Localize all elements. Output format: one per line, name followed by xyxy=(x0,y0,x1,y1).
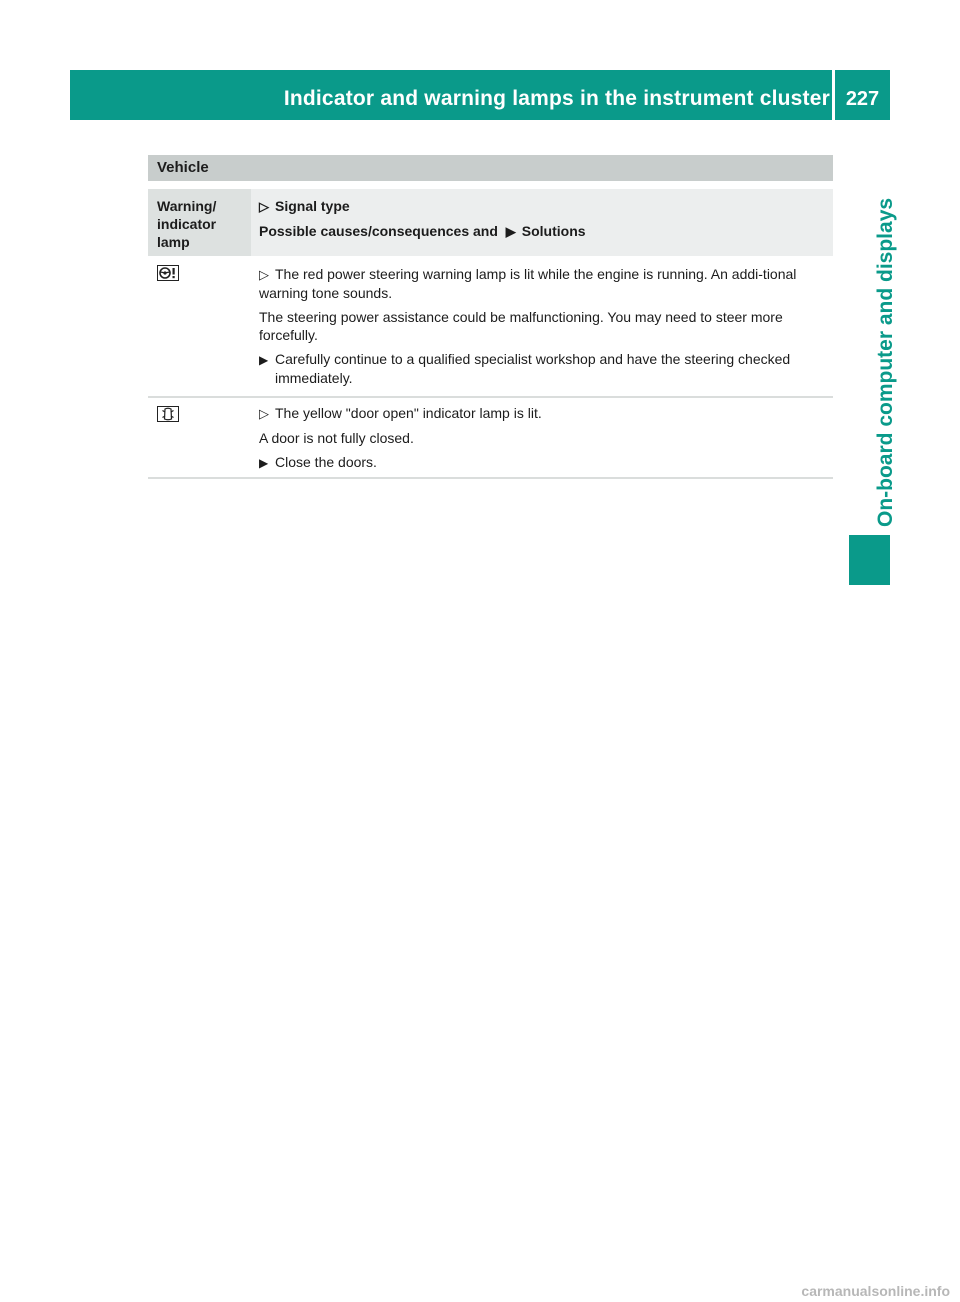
signal-type-icon: ▷ xyxy=(259,406,269,421)
signal-type-icon: ▷ xyxy=(259,199,269,214)
action-text: Carefully continue to a qualified specialist workshop and have the steering checked immediately. xyxy=(275,351,791,386)
column-header-lamp: Warning/ indicator lamp xyxy=(148,189,251,256)
chapter-header-bar xyxy=(70,70,890,120)
action-arrow-icon: ▶ xyxy=(259,353,269,367)
causes-label: Possible causes/consequences and xyxy=(259,223,498,239)
door-open-indicator-icon xyxy=(157,406,179,422)
page-number: 227 xyxy=(845,88,880,110)
chapter-title: Indicator and warning lamps in the instrument cluster xyxy=(283,87,830,110)
power-steering-warning-icon xyxy=(157,265,179,281)
watermark: carmanualsonline.info xyxy=(801,1283,950,1299)
row-description xyxy=(259,404,819,472)
signal-text: The red power steering warning lamp is lit while the engine is running. An addi-tional warning tone sounds. xyxy=(259,266,797,301)
solutions-label: Solutions xyxy=(521,223,586,239)
solutions-arrow-icon: ▶ xyxy=(505,224,516,239)
table-caption: Vehicle xyxy=(148,155,833,181)
signal-text: The yellow "door open" indicator lamp is lit. xyxy=(275,405,542,421)
action-text: Close the doors. xyxy=(275,454,377,470)
signal-type-label: Signal type xyxy=(275,198,350,214)
side-tab-label: On-board computer and displays xyxy=(874,197,897,527)
table-row xyxy=(148,398,833,479)
cause-text: A door is not fully closed. xyxy=(259,430,414,446)
row-description xyxy=(259,265,819,387)
action-arrow-icon: ▶ xyxy=(259,456,269,470)
cause-text: The steering power assistance could be malfunctioning. You may need to steer more forcefully. xyxy=(259,309,783,343)
table-row xyxy=(148,256,833,398)
signal-type-icon: ▷ xyxy=(259,267,269,282)
side-tab-marker xyxy=(849,535,890,585)
column-header-signal xyxy=(251,189,833,256)
